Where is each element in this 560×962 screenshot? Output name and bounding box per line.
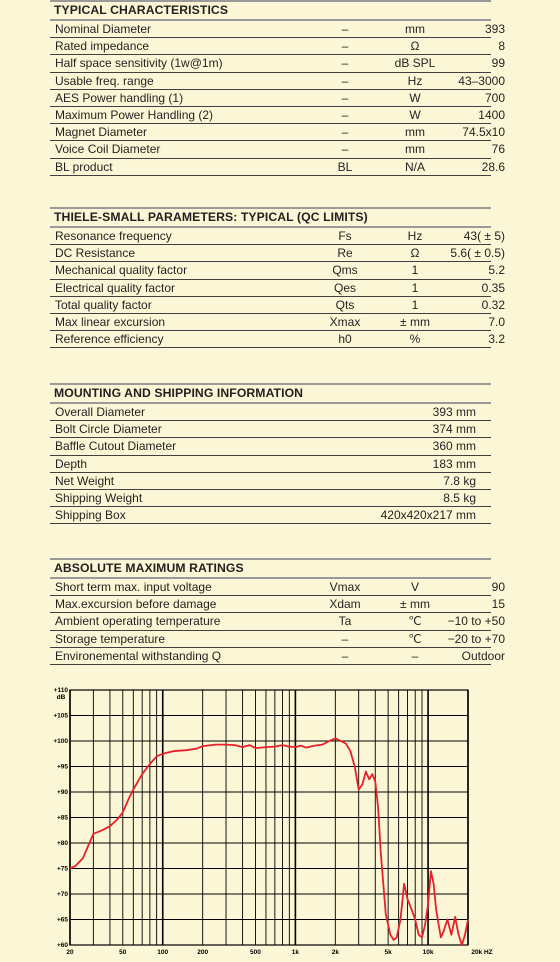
y-tick-label: +105 xyxy=(53,712,68,720)
unit: N/A xyxy=(404,159,425,174)
parameter-name: AES Power handling (1) xyxy=(55,90,184,105)
value: 99 xyxy=(491,56,505,71)
value: 90 xyxy=(491,580,505,594)
parameter-name: Shipping Box xyxy=(55,508,126,523)
table-row xyxy=(50,579,505,596)
parameter-name: Max.excursion before damage xyxy=(55,597,217,612)
value: 420x420x217 mm xyxy=(380,508,476,523)
value: 8 xyxy=(498,39,505,54)
table-row xyxy=(50,473,491,490)
y-tick-label: +75 xyxy=(56,865,68,873)
y-tick-label: +60 xyxy=(56,942,68,949)
symbol: Xmax xyxy=(329,314,361,329)
table-row xyxy=(50,245,505,262)
section-title: THIELE-SMALL PARAMETERS: TYPICAL (QC LIMITS) xyxy=(50,207,491,228)
symbol: – xyxy=(341,56,349,71)
symbol: Fs xyxy=(338,229,352,243)
table-row xyxy=(50,159,505,176)
symbol: Qes xyxy=(333,280,356,295)
parameter-name: Half space sensitivity (1w@1m) xyxy=(55,56,223,71)
symbol: h0 xyxy=(338,332,352,347)
frequency-response-chart xyxy=(50,680,500,960)
value: 700 xyxy=(484,90,505,105)
value: 1400 xyxy=(478,107,505,122)
x-tick-label: 200 xyxy=(197,949,209,956)
parameter-name: Overall Diameter xyxy=(55,405,146,419)
unit: mm xyxy=(405,125,425,140)
y-tick-label: +95 xyxy=(56,763,68,771)
parameter-name: Environemental withstanding Q xyxy=(55,648,222,663)
x-tick-label: 1k xyxy=(291,949,300,956)
parameter-name: DC Resistance xyxy=(55,246,136,261)
value: 183 mm xyxy=(432,456,476,471)
thiele-small-parameters-table xyxy=(50,207,505,348)
typical-characteristics-table xyxy=(50,0,505,176)
unit: % xyxy=(409,332,421,347)
x-tick-label: 5k xyxy=(384,949,392,956)
value: 393 xyxy=(484,22,505,36)
value: 76 xyxy=(491,142,505,157)
symbol: – xyxy=(341,90,349,105)
parameter-name: Usable freq. range xyxy=(55,73,154,88)
unit: W xyxy=(409,107,421,122)
table-row xyxy=(50,141,505,158)
parameter-name: Rated impedance xyxy=(55,39,150,54)
symbol: – xyxy=(341,125,349,140)
value: 0.32 xyxy=(481,297,505,312)
symbol: – xyxy=(341,142,349,157)
table-row xyxy=(50,314,505,331)
table-row xyxy=(50,438,491,455)
parameter-name: Baffle Cutout Diameter xyxy=(55,439,177,454)
table-row xyxy=(50,124,505,141)
value: 5.6( ± 0.5) xyxy=(450,246,505,261)
table-row xyxy=(50,456,491,473)
parameter-name: Maximum Power Handling (2) xyxy=(55,107,214,122)
table-row xyxy=(50,262,505,279)
parameter-name: BL product xyxy=(55,159,113,174)
value: 393 mm xyxy=(432,405,476,419)
x-tick-label: 100 xyxy=(157,949,169,956)
symbol: Ta xyxy=(338,614,352,629)
unit: Hz xyxy=(407,229,423,243)
symbol: Re xyxy=(337,246,353,261)
mounting-shipping-table xyxy=(50,383,491,524)
table-row xyxy=(50,280,505,297)
unit: 1 xyxy=(411,297,419,312)
table-row xyxy=(50,297,505,314)
value: 374 mm xyxy=(432,422,476,437)
symbol: – xyxy=(341,107,349,122)
table-row xyxy=(50,631,505,648)
y-tick-label: +85 xyxy=(56,814,68,822)
table-row xyxy=(50,331,505,348)
table-row xyxy=(50,38,505,55)
y-tick-label: +110 xyxy=(53,687,68,694)
symbol: Qts xyxy=(335,297,355,312)
parameter-name: Short term max. input voltage xyxy=(55,580,212,594)
symbol: – xyxy=(341,22,349,36)
unit: ℃ xyxy=(408,631,422,646)
value: −10 to +50 xyxy=(447,614,505,629)
section-title: ABSOLUTE MAXIMUM RATINGS xyxy=(50,558,491,579)
parameter-name: Shipping Weight xyxy=(55,490,143,505)
table-row xyxy=(50,21,505,38)
x-tick-label: 2k xyxy=(331,949,339,956)
unit: mm xyxy=(405,142,425,157)
unit: V xyxy=(410,580,419,594)
unit: mm xyxy=(405,22,425,36)
table-row xyxy=(50,404,491,421)
table-row xyxy=(50,73,505,90)
value: 0.35 xyxy=(481,280,505,295)
value: Outdoor xyxy=(461,648,505,663)
y-tick-label: +70 xyxy=(56,891,68,898)
table-row xyxy=(50,507,491,524)
symbol: Vmax xyxy=(329,580,361,594)
value: 3.2 xyxy=(488,332,505,347)
table-row xyxy=(50,613,505,630)
parameter-name: Nominal Diameter xyxy=(55,22,152,36)
unit: Ω xyxy=(410,246,420,261)
symbol: – xyxy=(341,39,349,54)
unit: 1 xyxy=(411,263,419,278)
x-tick-label: 50 xyxy=(119,949,127,956)
value: 43( ± 5) xyxy=(463,229,505,243)
y-tick-label: +90 xyxy=(56,789,68,796)
table-row xyxy=(50,228,505,245)
unit: ± mm xyxy=(400,597,430,612)
unit: Hz xyxy=(407,73,423,88)
parameter-name: Resonance frequency xyxy=(55,229,172,243)
parameter-name: Depth xyxy=(55,456,88,471)
value: −20 to +70 xyxy=(447,631,505,646)
parameter-name: Max linear excursion xyxy=(55,314,166,329)
parameter-name: Storage temperature xyxy=(55,631,166,646)
parameter-name: Total quality factor xyxy=(55,297,152,312)
parameter-name: Reference efficiency xyxy=(55,332,164,347)
parameter-name: Electrical quality factor xyxy=(55,280,176,295)
unit: dB SPL xyxy=(394,56,436,71)
symbol: – xyxy=(341,73,349,88)
table-row xyxy=(50,648,505,665)
parameter-name: Ambient operating temperature xyxy=(55,614,221,629)
table-row xyxy=(50,107,505,124)
y-tick-label: +80 xyxy=(56,840,68,847)
section-title: TYPICAL CHARACTERISTICS xyxy=(50,0,491,21)
symbol: BL xyxy=(337,159,353,174)
unit: – xyxy=(411,648,419,663)
value: 7.8 kg xyxy=(443,473,476,488)
value: 74.5x10 xyxy=(462,125,505,140)
x-tick-label: 20k HZ xyxy=(471,949,493,956)
parameter-name: Bolt Circle Diameter xyxy=(55,422,162,437)
x-tick-label: 500 xyxy=(250,949,261,956)
y-tick-label: +65 xyxy=(56,916,68,924)
section-title: MOUNTING AND SHIPPING INFORMATION xyxy=(50,383,491,404)
symbol: Xdam xyxy=(329,597,361,612)
y-tick-label: +100 xyxy=(53,738,68,745)
parameter-name: Mechanical quality factor xyxy=(55,263,188,278)
table-row xyxy=(50,490,491,507)
table-row xyxy=(50,90,505,107)
unit: Ω xyxy=(410,39,420,54)
symbol: – xyxy=(341,631,349,646)
unit: ℃ xyxy=(408,614,422,629)
x-tick-label: 20 xyxy=(66,949,74,956)
value: 5.2 xyxy=(488,263,505,278)
x-tick-label: 10k xyxy=(422,949,434,956)
symbol: Qms xyxy=(332,263,358,278)
value: 43–3000 xyxy=(458,73,505,88)
parameter-name: Magnet Diameter xyxy=(55,125,148,140)
table-row xyxy=(50,55,505,72)
parameter-name: Net Weight xyxy=(55,473,115,488)
absolute-maximum-ratings-table xyxy=(50,558,505,665)
value: 7.0 xyxy=(488,314,505,329)
unit: 1 xyxy=(411,280,419,295)
unit: ± mm xyxy=(400,314,430,329)
parameter-name: Voice Coil Diameter xyxy=(55,142,161,157)
table-row xyxy=(50,596,505,613)
table-row xyxy=(50,421,491,438)
value: 28.6 xyxy=(481,159,505,174)
value: 360 mm xyxy=(432,439,476,454)
symbol: – xyxy=(341,648,349,663)
value: 15 xyxy=(491,597,505,612)
unit: W xyxy=(409,90,421,105)
y-axis-label: dB xyxy=(56,694,66,701)
value: 8.5 kg xyxy=(443,490,476,505)
